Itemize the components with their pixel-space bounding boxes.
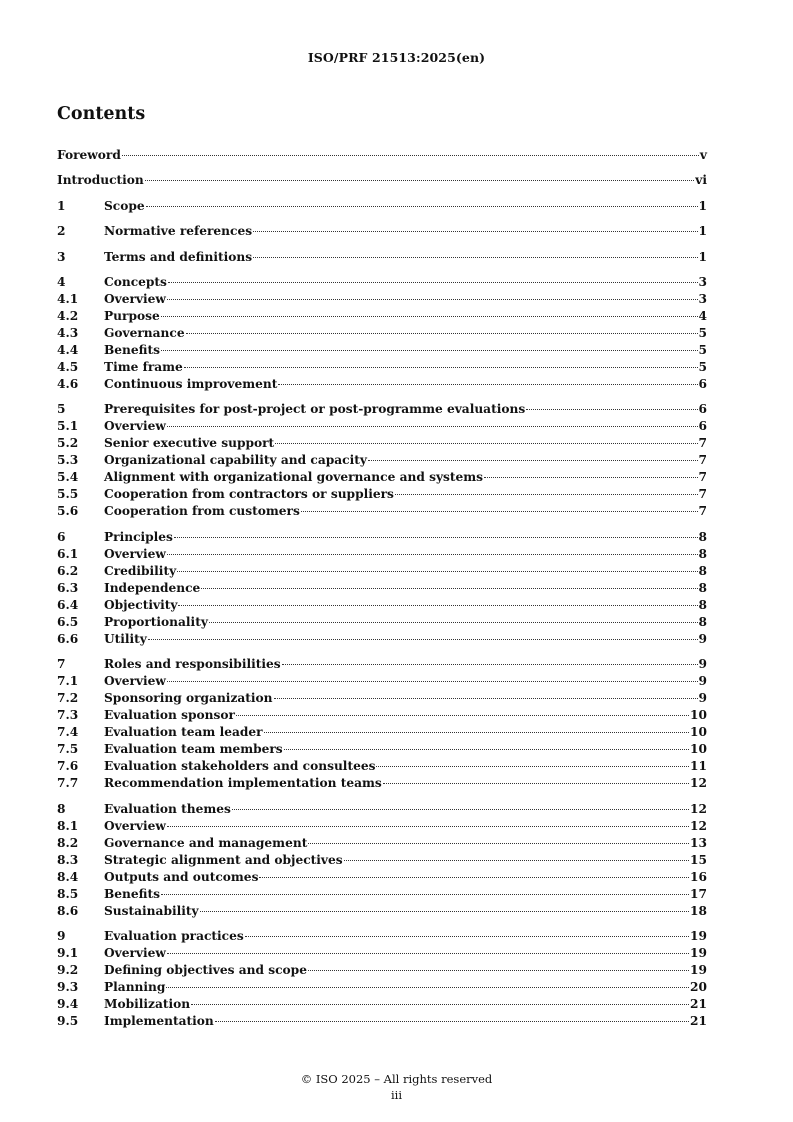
toc-entry-label[interactable]: Time frame — [104, 359, 183, 374]
toc-entry[interactable] — [57, 308, 707, 325]
contents-title: Contents — [57, 104, 146, 124]
dot-leader — [264, 731, 689, 733]
toc-entry-number: 8.3 — [57, 852, 79, 867]
dot-leader — [278, 383, 697, 385]
toc-entry-label[interactable]: Strategic alignment and objectives — [104, 852, 343, 867]
toc-section-group — [57, 529, 707, 648]
toc-entry[interactable] — [57, 147, 707, 164]
toc-entry-label[interactable]: Normative references — [104, 224, 253, 239]
toc-entry[interactable] — [57, 852, 707, 869]
toc-entry-page[interactable]: 9 — [698, 657, 707, 672]
copyright-notice: © ISO 2025 – All rights reserved — [300, 1072, 493, 1086]
dot-leader — [167, 298, 698, 300]
toc-entry-number: 5.1 — [57, 419, 79, 434]
toc-entry[interactable] — [57, 486, 707, 503]
dot-leader — [344, 859, 689, 861]
toc-entry-number: 5.5 — [57, 487, 79, 502]
toc-entry-number: 1 — [57, 198, 66, 213]
toc-entry-page[interactable]: 21 — [690, 996, 707, 1011]
table-of-contents — [57, 147, 707, 1038]
toc-entry-page[interactable]: 8 — [698, 597, 707, 612]
toc-entry-page[interactable]: 19 — [690, 962, 707, 977]
toc-entry-page[interactable]: 6 — [698, 376, 707, 391]
toc-entry-number: 7.1 — [57, 674, 79, 689]
toc-entry-page[interactable]: 3 — [698, 291, 707, 306]
toc-entry-number: 7.2 — [57, 691, 79, 706]
toc-entry-label[interactable]: Cooperation from customers — [104, 504, 300, 519]
toc-entry[interactable] — [57, 274, 707, 291]
dot-leader — [201, 587, 697, 589]
toc-entry-number: 6.3 — [57, 580, 79, 595]
toc-section-group — [57, 249, 707, 266]
toc-entry-label[interactable]: Scope — [104, 198, 145, 213]
toc-entry-page[interactable]: 16 — [690, 869, 707, 884]
toc-entry-label[interactable]: Overview — [104, 291, 166, 306]
page-number: iii — [390, 1088, 403, 1102]
toc-entry-label[interactable]: Sustainability — [104, 903, 199, 918]
dot-leader — [167, 952, 689, 954]
toc-entry[interactable] — [57, 775, 707, 792]
toc-entry[interactable] — [57, 249, 707, 266]
toc-entry-label[interactable]: Prerequisites for post-project or post-programme evaluations — [104, 402, 526, 417]
toc-entry-label[interactable]: Proportionality — [104, 614, 208, 629]
toc-entry-page[interactable]: 7 — [698, 436, 707, 451]
toc-entry-page[interactable]: 18 — [690, 903, 707, 918]
toc-section-group — [57, 801, 707, 920]
toc-entry-page[interactable]: 5 — [698, 325, 707, 340]
toc-entry-label[interactable]: Independence — [104, 580, 201, 595]
toc-entry-number: 4.6 — [57, 376, 79, 391]
toc-entry-label[interactable]: Organizational capability and capacity — [104, 453, 367, 468]
toc-entry-number: 9.2 — [57, 962, 79, 977]
toc-entry-label[interactable]: Evaluation themes — [104, 801, 231, 816]
toc-entry[interactable] — [57, 223, 707, 240]
toc-entry-number: 9.3 — [57, 979, 79, 994]
toc-entry[interactable] — [57, 996, 707, 1013]
toc-entry-number: 6.4 — [57, 597, 79, 612]
dot-leader — [383, 782, 689, 784]
toc-entry-page[interactable]: 17 — [690, 886, 707, 901]
toc-entry-number: 7.4 — [57, 725, 79, 740]
page-footer — [0, 1071, 793, 1103]
toc-entry[interactable] — [57, 469, 707, 486]
toc-entry-page[interactable]: 7 — [698, 453, 707, 468]
toc-entry-page[interactable]: 13 — [690, 835, 707, 850]
toc-entry-label[interactable]: Purpose — [104, 308, 160, 323]
toc-entry-number: 6.6 — [57, 631, 79, 646]
toc-entry-label[interactable]: Utility — [104, 631, 147, 646]
dot-leader — [167, 680, 698, 682]
toc-entry-number: 4.5 — [57, 359, 79, 374]
toc-entry-page[interactable]: 8 — [698, 546, 707, 561]
toc-entry[interactable] — [57, 198, 707, 215]
toc-entry-page[interactable]: 12 — [690, 776, 707, 791]
toc-entry-label[interactable]: Continuous improvement — [104, 376, 278, 391]
toc-entry[interactable] — [57, 614, 707, 631]
toc-entry-label[interactable]: Overview — [104, 419, 166, 434]
toc-entry-page[interactable]: 8 — [698, 529, 707, 544]
toc-entry[interactable] — [57, 291, 707, 308]
toc-entry[interactable] — [57, 656, 707, 673]
toc-entry-page[interactable]: 10 — [690, 708, 707, 723]
toc-entry[interactable] — [57, 452, 707, 469]
toc-entry-page[interactable]: 7 — [698, 487, 707, 502]
toc-section-group — [57, 172, 707, 189]
toc-entry-label[interactable]: Cooperation from contractors or suppliers — [104, 487, 394, 502]
toc-entry-number: 4.1 — [57, 291, 79, 306]
dot-leader — [308, 969, 689, 971]
toc-entry[interactable] — [57, 631, 707, 648]
toc-entry-page[interactable]: 8 — [698, 563, 707, 578]
toc-entry-number: 6.2 — [57, 563, 79, 578]
toc-entry-page[interactable]: 15 — [690, 852, 707, 867]
toc-entry-label[interactable]: Introduction — [57, 173, 144, 188]
dot-leader — [274, 697, 698, 699]
toc-entry-page[interactable]: 11 — [690, 759, 707, 774]
toc-entry-page[interactable]: 19 — [690, 928, 707, 943]
dot-leader — [284, 748, 689, 750]
toc-entry-page[interactable]: v — [699, 148, 707, 162]
toc-entry[interactable] — [57, 962, 707, 979]
dot-leader — [308, 842, 689, 844]
toc-entry-page[interactable]: 20 — [690, 979, 707, 994]
toc-entry-label[interactable]: Benefits — [104, 886, 161, 901]
toc-entry-number: 4.2 — [57, 308, 79, 323]
toc-entry-page[interactable]: 6 — [698, 402, 707, 417]
dot-leader — [161, 349, 697, 351]
dot-leader — [253, 230, 697, 232]
dot-leader — [200, 910, 689, 912]
toc-entry-number: 2 — [57, 224, 66, 239]
toc-entry-number: 7.3 — [57, 708, 79, 723]
toc-entry-number: 6.5 — [57, 614, 79, 629]
toc-entry[interactable] — [57, 903, 707, 920]
toc-entry[interactable] — [57, 172, 707, 189]
toc-entry-number: 7.6 — [57, 759, 79, 774]
toc-entry[interactable] — [57, 869, 707, 886]
toc-entry-label[interactable]: Defining objectives and scope — [104, 962, 307, 977]
toc-section-group — [57, 401, 707, 520]
toc-entry-page[interactable]: 8 — [698, 614, 707, 629]
toc-entry-page[interactable]: 5 — [698, 359, 707, 374]
toc-entry[interactable] — [57, 928, 707, 945]
toc-entry-label[interactable]: Sponsoring organization — [104, 691, 273, 706]
toc-entry-page[interactable]: 7 — [698, 504, 707, 519]
dot-leader — [178, 604, 697, 606]
dot-leader — [275, 442, 697, 444]
dot-leader — [395, 493, 698, 495]
toc-section-group — [57, 223, 707, 240]
toc-entry-page[interactable]: 9 — [698, 674, 707, 689]
toc-entry-number: 9.1 — [57, 945, 79, 960]
toc-entry-number: 4.3 — [57, 325, 79, 340]
toc-entry-label[interactable]: Principles — [104, 529, 173, 544]
toc-entry[interactable] — [57, 376, 707, 393]
toc-entry[interactable] — [57, 818, 707, 835]
toc-entry-number: 3 — [57, 249, 66, 264]
toc-entry-page[interactable]: 9 — [698, 631, 707, 646]
toc-section-group — [57, 274, 707, 393]
toc-entry-label[interactable]: Overview — [104, 818, 166, 833]
toc-entry[interactable] — [57, 690, 707, 707]
dot-leader — [282, 663, 698, 665]
toc-entry-label[interactable]: Evaluation sponsor — [104, 708, 235, 723]
toc-entry-page[interactable]: 1 — [698, 249, 707, 264]
toc-entry[interactable] — [57, 597, 707, 614]
dot-leader — [209, 621, 698, 623]
dot-leader — [122, 154, 699, 156]
dot-leader — [161, 315, 698, 317]
toc-entry-page[interactable]: 21 — [690, 1013, 707, 1028]
dot-leader — [191, 1003, 689, 1005]
dot-leader — [301, 510, 698, 512]
toc-entry-label[interactable]: Mobilization — [104, 996, 191, 1011]
dot-leader — [259, 876, 689, 878]
toc-entry[interactable] — [57, 835, 707, 852]
toc-entry-label[interactable]: Governance — [104, 325, 185, 340]
dot-leader — [215, 1020, 689, 1022]
dot-leader — [168, 281, 698, 283]
toc-entry-page[interactable]: 3 — [698, 274, 707, 289]
dot-leader — [167, 825, 689, 827]
toc-entry-number: 6.1 — [57, 546, 79, 561]
toc-entry[interactable] — [57, 435, 707, 452]
dot-leader — [484, 476, 697, 478]
toc-entry[interactable] — [57, 401, 707, 418]
toc-entry-number: 5.2 — [57, 436, 79, 451]
toc-entry[interactable] — [57, 418, 707, 435]
toc-entry[interactable] — [57, 342, 707, 359]
toc-entry-label[interactable]: Foreword — [57, 148, 121, 162]
toc-entry-label[interactable]: Roles and responsibilities — [104, 657, 281, 672]
toc-entry-label[interactable]: Terms and definitions — [104, 249, 253, 264]
toc-entry-page[interactable]: 9 — [698, 691, 707, 706]
toc-entry[interactable] — [57, 758, 707, 775]
toc-entry[interactable] — [57, 801, 707, 818]
toc-entry-number: 8 — [57, 801, 66, 816]
toc-entry-number: 5.4 — [57, 470, 79, 485]
toc-entry-label[interactable]: Overview — [104, 674, 166, 689]
toc-entry-number: 8.2 — [57, 835, 79, 850]
toc-entry-label[interactable]: Evaluation team leader — [104, 725, 263, 740]
toc-entry[interactable] — [57, 546, 707, 563]
toc-entry-page[interactable]: 10 — [690, 725, 707, 740]
toc-entry[interactable] — [57, 945, 707, 962]
toc-entry-label[interactable]: Implementation — [104, 1013, 214, 1028]
toc-entry-label[interactable]: Evaluation stakeholders and consultees — [104, 759, 376, 774]
dot-leader — [166, 986, 689, 988]
toc-entry[interactable] — [57, 979, 707, 996]
dot-leader — [161, 893, 689, 895]
dot-leader — [236, 714, 689, 716]
dot-leader — [174, 536, 698, 538]
toc-entry-number: 8.1 — [57, 818, 79, 833]
toc-entry-number: 7.5 — [57, 742, 79, 757]
toc-section-group — [57, 147, 707, 164]
toc-entry[interactable] — [57, 741, 707, 758]
toc-entry-label[interactable]: Governance and management — [104, 835, 308, 850]
toc-entry-number: 9 — [57, 928, 66, 943]
toc-section-group — [57, 198, 707, 215]
toc-entry-page[interactable]: 12 — [690, 818, 707, 833]
dot-leader — [368, 459, 698, 461]
toc-entry-label[interactable]: Concepts — [104, 274, 167, 289]
dot-leader — [145, 179, 694, 181]
toc-entry-number: 9.5 — [57, 1013, 79, 1028]
dot-leader — [177, 570, 697, 572]
toc-entry-page[interactable]: 1 — [698, 198, 707, 213]
toc-entry-number: 8.4 — [57, 869, 79, 884]
toc-entry-page[interactable]: 1 — [698, 224, 707, 239]
dot-leader — [148, 638, 698, 640]
toc-entry-page[interactable]: vi — [695, 173, 707, 188]
toc-entry[interactable] — [57, 529, 707, 546]
toc-entry-number: 5.3 — [57, 453, 79, 468]
toc-entry-label[interactable]: Outputs and outcomes — [104, 869, 259, 884]
dot-leader — [253, 256, 697, 258]
toc-entry-page[interactable]: 10 — [690, 742, 707, 757]
toc-entry-label[interactable]: Objectivity — [104, 597, 178, 612]
toc-entry-label[interactable]: Recommendation implementation teams — [104, 776, 382, 791]
toc-entry[interactable] — [57, 673, 707, 690]
toc-entry[interactable] — [57, 563, 707, 580]
toc-entry-page[interactable]: 4 — [698, 308, 707, 323]
toc-entry-label[interactable]: Overview — [104, 945, 166, 960]
toc-entry-page[interactable]: 8 — [698, 580, 707, 595]
toc-entry-number: 5 — [57, 402, 66, 417]
dot-leader — [376, 765, 689, 767]
toc-entry[interactable] — [57, 707, 707, 724]
toc-entry-label[interactable]: Alignment with organizational governance and systems — [104, 470, 484, 485]
toc-entry-number: 4.4 — [57, 342, 79, 357]
dot-leader — [526, 408, 697, 410]
toc-entry-page[interactable]: 5 — [698, 342, 707, 357]
dot-leader — [167, 553, 698, 555]
toc-entry[interactable] — [57, 503, 707, 520]
toc-entry[interactable] — [57, 325, 707, 342]
toc-entry-page[interactable]: 7 — [698, 470, 707, 485]
toc-entry-label[interactable]: Benefits — [104, 342, 161, 357]
toc-entry-number: 4 — [57, 274, 66, 289]
toc-entry[interactable] — [57, 580, 707, 597]
toc-entry-page[interactable]: 6 — [698, 419, 707, 434]
dot-leader — [184, 366, 698, 368]
toc-section-group — [57, 928, 707, 1030]
toc-entry-number: 6 — [57, 529, 66, 544]
toc-entry-number: 7 — [57, 657, 66, 672]
toc-entry[interactable] — [57, 1013, 707, 1030]
toc-entry-number: 5.6 — [57, 504, 79, 519]
toc-entry-page[interactable]: 12 — [690, 801, 707, 816]
dot-leader — [186, 332, 698, 334]
toc-entry-page[interactable]: 19 — [690, 945, 707, 960]
dot-leader — [167, 425, 698, 427]
toc-entry-number: 8.6 — [57, 903, 79, 918]
toc-entry[interactable] — [57, 886, 707, 903]
toc-entry-label[interactable]: Planning — [104, 979, 166, 994]
toc-entry[interactable] — [57, 359, 707, 376]
toc-section-group — [57, 656, 707, 792]
toc-entry-label[interactable]: Credibility — [104, 563, 177, 578]
toc-entry[interactable] — [57, 724, 707, 741]
document-header: ISO/PRF 21513:2025(en) — [307, 50, 486, 65]
dot-leader — [245, 935, 689, 937]
toc-entry-number: 9.4 — [57, 996, 79, 1011]
dot-leader — [146, 205, 698, 207]
toc-entry-number: 8.5 — [57, 886, 79, 901]
toc-entry-number: 7.7 — [57, 776, 79, 791]
toc-entry-label[interactable]: Evaluation team members — [104, 742, 283, 757]
toc-entry-label[interactable]: Overview — [104, 546, 166, 561]
toc-entry-label[interactable]: Evaluation practices — [104, 928, 244, 943]
dot-leader — [232, 808, 689, 810]
toc-entry-label[interactable]: Senior executive support — [104, 436, 275, 451]
